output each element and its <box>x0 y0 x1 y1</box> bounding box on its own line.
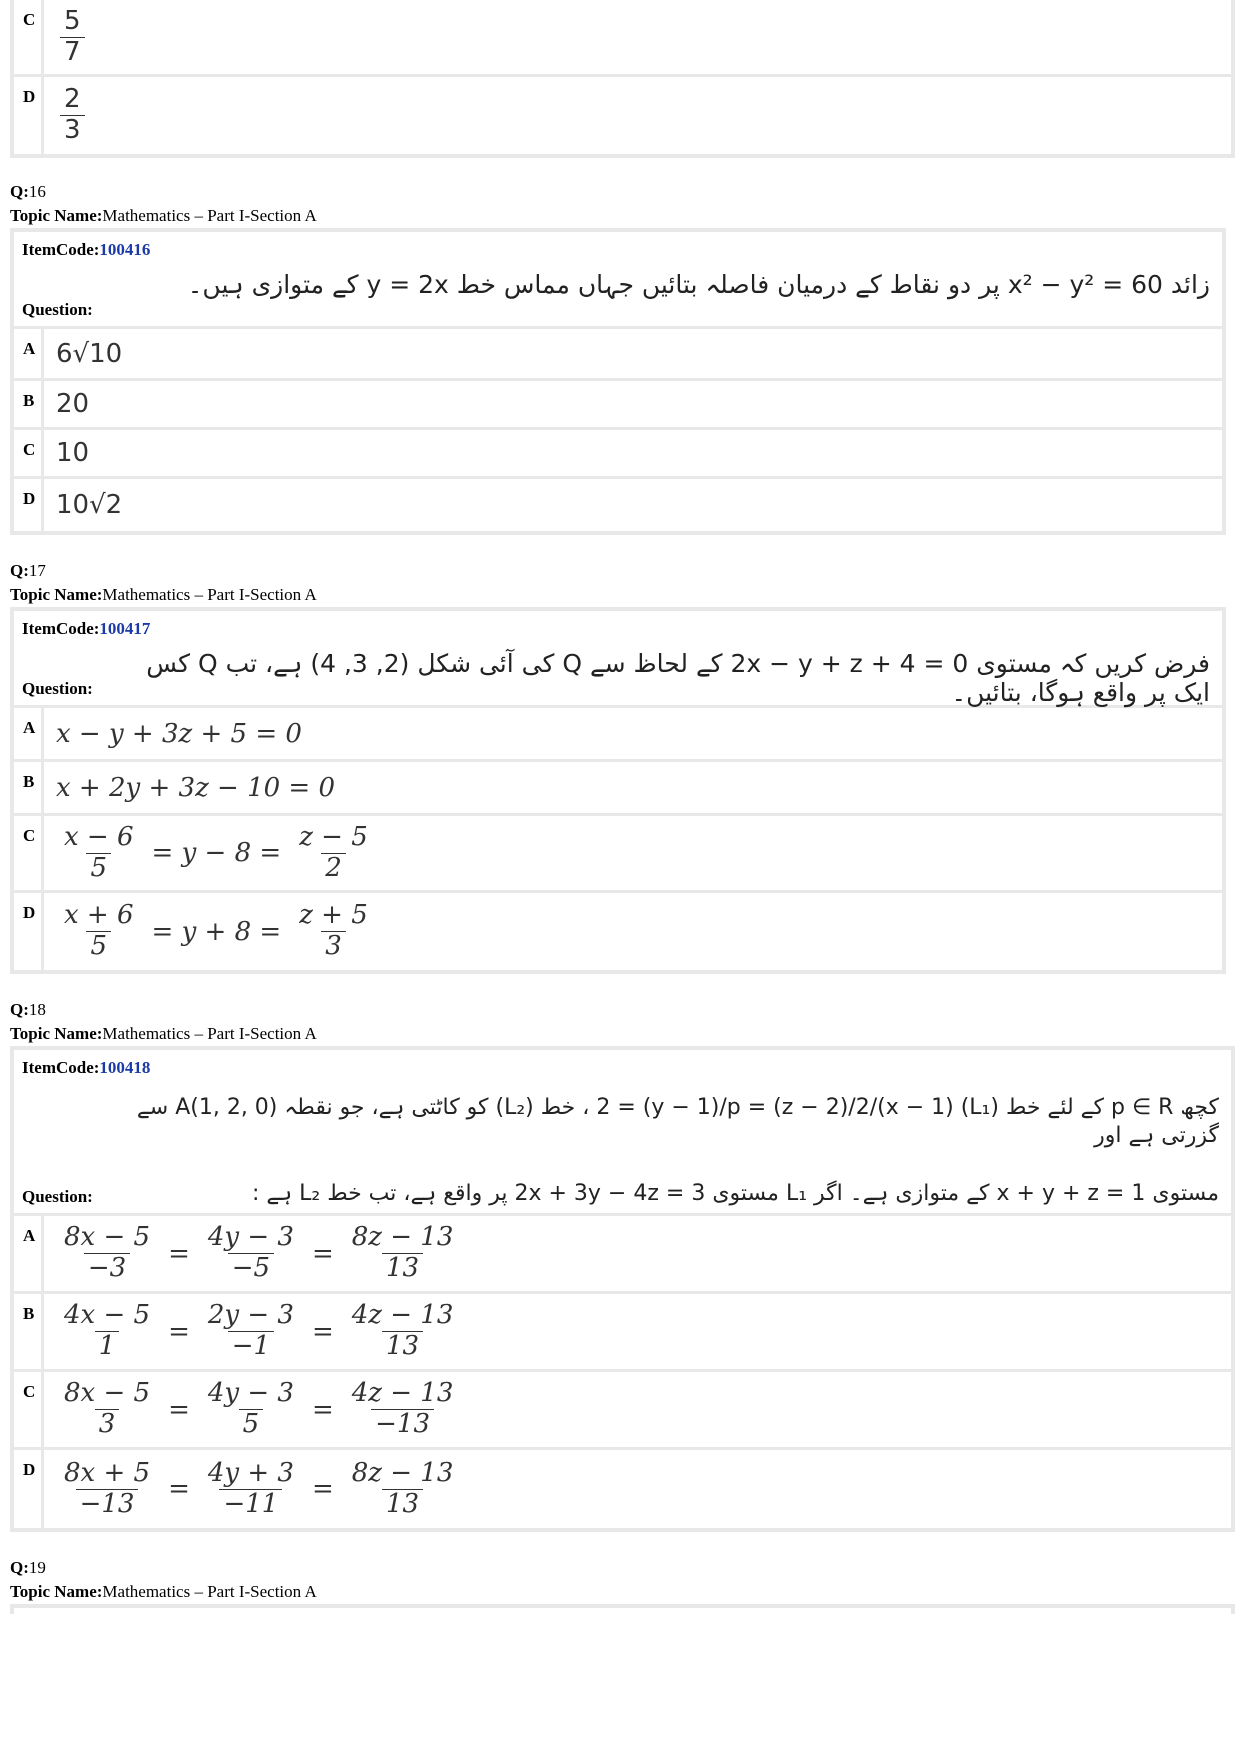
option-row <box>14 893 1222 970</box>
question-text-line: کچھ p ∈ R کے لئے خط (L₁) (x − 1)/2 = (y − 1)/p = (z − 2)/2 ، خط (L₂) کو کاٹتی ہے، جو نقطہ A(1, 2, 0) سے گزرتی ہے اور <box>136 1095 1219 1148</box>
question-table <box>10 1604 1235 1614</box>
question-row <box>14 1078 1231 1216</box>
option-value: $\frac{8x + 5}{-13}$ = $\frac{4y + 3}{-11}$ = $\frac{8z - 13}{13}$ <box>64 1457 454 1519</box>
option-row <box>14 1294 1231 1372</box>
question-table <box>10 228 1226 535</box>
page <box>10 0 1235 1614</box>
question-header <box>10 998 1235 1046</box>
fraction: $\frac{x - 6}{5}$ <box>64 821 134 883</box>
option-row <box>14 1450 1231 1528</box>
option-row <box>14 77 1231 154</box>
option-row <box>14 708 1222 762</box>
topic-name: Topic Name:Mathematics – Part I-Section A <box>10 206 317 225</box>
option-label: A <box>14 1216 44 1291</box>
option-label: D <box>14 893 44 970</box>
question-text: زائد x² − y² = 60 پر دو نقاط کے درمیان فاصلہ بتائیں جہاں مماس خط y = 2x کے متوازی ہیں۔ <box>187 270 1210 299</box>
denominator: 3 <box>60 115 85 146</box>
question-header <box>10 1556 1235 1604</box>
question-number: Q:18 <box>10 1000 46 1019</box>
denominator: 7 <box>60 37 85 68</box>
option-value: x + 2y + 3z − 10 = 0 <box>56 772 336 803</box>
question-label: Question: <box>22 1187 93 1206</box>
option-value: 10 <box>56 438 90 468</box>
option-value <box>44 816 1222 890</box>
question-number: Q:17 <box>10 561 46 580</box>
fraction: $\frac{z + 5}{3}$ <box>299 900 368 961</box>
equation-middle: = y − 8 = <box>151 838 282 868</box>
option-value <box>44 77 1231 154</box>
option-label: C <box>14 430 44 476</box>
fraction <box>60 7 85 68</box>
option-label: D <box>14 479 44 531</box>
equation-middle: = y + 8 = <box>151 916 282 947</box>
option-label: D <box>14 77 44 154</box>
topic-name: Topic Name:Mathematics – Part I-Section A <box>10 1582 317 1601</box>
option-value: $\frac{8x - 5}{-3}$ = $\frac{4y - 3}{-5}$ = $\frac{8z - 13}{13}$ <box>64 1222 454 1283</box>
question-header <box>10 180 1235 228</box>
option-row <box>14 816 1222 893</box>
option-value <box>44 893 1222 970</box>
option-value: 10√2 <box>56 490 123 520</box>
question-text: فرض کریں کہ مستوی 2x − y + z + 4 = 0 کے لحاظ سے Q کی آئی شکل (2, 3, 4) ہے، تب Q کس ایک پر واقع ہوگا، بتائیں۔ <box>146 649 1210 707</box>
option-label: C <box>14 1372 44 1447</box>
fraction <box>60 85 85 146</box>
topic-name: Topic Name:Mathematics – Part I-Section A <box>10 1024 317 1043</box>
question-number: Q:19 <box>10 1558 46 1577</box>
option-row <box>14 329 1222 381</box>
question-header <box>10 559 1235 607</box>
option-row <box>14 430 1222 479</box>
option-label: B <box>14 762 44 813</box>
option-value: $\frac{8x - 5}{3}$ = $\frac{4y - 3}{5}$ = $\frac{4z - 13}{-13}$ <box>64 1378 454 1439</box>
topic-name: Topic Name:Mathematics – Part I-Section A <box>10 585 317 604</box>
question-label: Question: <box>22 300 93 319</box>
question-label: Question: <box>22 679 93 698</box>
option-label: A <box>14 329 44 378</box>
option-value: $\frac{4x - 5}{1}$ = $\frac{2y - 3}{-1}$ = $\frac{4z - 13}{13}$ <box>64 1300 454 1361</box>
option-label: C <box>14 816 44 890</box>
option-value: 6√10 <box>56 338 123 369</box>
item-code: ItemCode:100416 <box>22 240 151 259</box>
fraction: $\frac{z - 5}{2}$ <box>299 821 368 883</box>
question-text-line: مستوی x + y + z = 1 کے متوازی ہے۔ اگر L₁ مستوی 2x + 3y − 4z = 3 پر واقع ہے، تب خط L₂ ہے : <box>251 1181 1219 1206</box>
option-row <box>14 1372 1231 1450</box>
question-row <box>14 260 1222 329</box>
fraction: $\frac{x + 6}{5}$ <box>64 900 134 961</box>
option-row <box>14 0 1231 77</box>
option-label: B <box>14 381 44 427</box>
option-value: x − y + 3z + 5 = 0 <box>56 718 302 749</box>
prev-options-table <box>10 0 1235 158</box>
option-label: A <box>14 708 44 759</box>
option-value: 20 <box>56 389 90 419</box>
option-label: D <box>14 1450 44 1528</box>
option-row <box>14 479 1222 531</box>
numerator: 2 <box>64 84 81 115</box>
item-code: ItemCode:100418 <box>22 1058 151 1077</box>
question-row <box>14 639 1222 708</box>
question-number: Q:16 <box>10 182 46 201</box>
numerator: 5 <box>64 5 81 36</box>
item-code: ItemCode:100417 <box>22 619 151 638</box>
option-label: B <box>14 1294 44 1369</box>
option-row <box>14 762 1222 816</box>
option-row <box>14 381 1222 430</box>
option-value <box>44 0 1231 74</box>
question-table <box>10 607 1226 974</box>
option-label: C <box>14 0 44 74</box>
option-row <box>14 1216 1231 1294</box>
question-table <box>10 1046 1235 1532</box>
